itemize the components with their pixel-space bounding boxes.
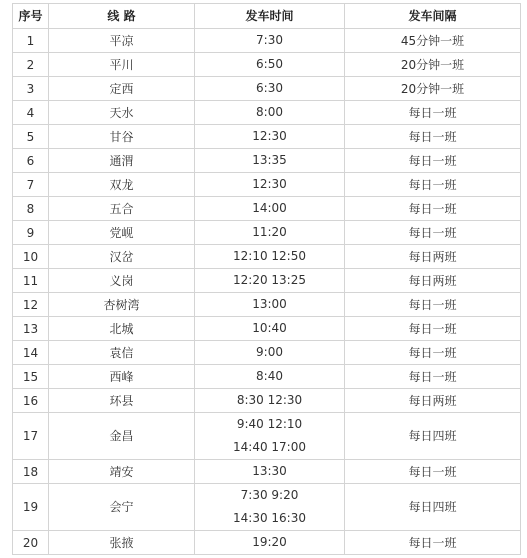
row-index: 4 [13, 101, 49, 125]
departure-time-line: 8:00 [256, 105, 283, 119]
row-interval: 每日一班 [345, 460, 521, 484]
row-interval: 20分钟一班 [345, 77, 521, 101]
table-row [13, 197, 521, 221]
table-row [13, 221, 521, 245]
row-interval: 每日一班 [345, 531, 521, 555]
row-interval: 每日两班 [345, 389, 521, 413]
row-index: 10 [13, 245, 49, 269]
row-departure-time [195, 341, 345, 365]
departure-time-line: 11:20 [252, 225, 287, 239]
row-index: 8 [13, 197, 49, 221]
row-index: 13 [13, 317, 49, 341]
row-index: 3 [13, 77, 49, 101]
row-interval: 每日四班 [345, 413, 521, 460]
row-route: 定西 [49, 77, 195, 101]
departure-time-line: 8:30 12:30 [236, 393, 303, 407]
row-route: 杏树湾 [49, 293, 195, 317]
departure-time-line: 12:20 13:25 [233, 273, 306, 287]
row-route: 汉岔 [49, 245, 195, 269]
table-row [13, 531, 521, 555]
departure-time-line: 6:30 [256, 81, 283, 95]
table-row [13, 101, 521, 125]
table-row [13, 413, 521, 460]
row-interval: 每日四班 [345, 484, 521, 531]
row-departure-time [195, 460, 345, 484]
departure-time-line: 13:00 [252, 297, 287, 311]
departure-time-line: 9:40 12:10 [236, 417, 303, 431]
row-interval: 每日两班 [345, 269, 521, 293]
row-index: 9 [13, 221, 49, 245]
row-interval: 20分钟一班 [345, 53, 521, 77]
row-index: 19 [13, 484, 49, 531]
row-route: 五合 [49, 197, 195, 221]
row-interval: 每日一班 [345, 293, 521, 317]
table-row [13, 29, 521, 53]
table-row [13, 269, 521, 293]
departure-time-line: 13:30 [252, 464, 287, 478]
table-row [13, 341, 521, 365]
row-index: 11 [13, 269, 49, 293]
row-departure-time [195, 269, 345, 293]
row-departure-time [195, 484, 345, 531]
row-index: 12 [13, 293, 49, 317]
row-interval: 每日两班 [345, 245, 521, 269]
table-row [13, 53, 521, 77]
table-row [13, 460, 521, 484]
row-route: 通渭 [49, 149, 195, 173]
row-departure-time [195, 197, 345, 221]
row-route: 环县 [49, 389, 195, 413]
row-index: 14 [13, 341, 49, 365]
bus-schedule-table [12, 3, 521, 555]
row-departure-time [195, 149, 345, 173]
departure-time-line: 14:40 17:00 [233, 440, 306, 454]
departure-time-line: 12:30 [252, 177, 287, 191]
table-row [13, 389, 521, 413]
row-departure-time [195, 221, 345, 245]
departure-time-line: 7:30 9:20 [240, 488, 299, 502]
row-index: 7 [13, 173, 49, 197]
row-departure-time [195, 77, 345, 101]
row-interval: 每日一班 [345, 365, 521, 389]
header-index: 序号 [13, 4, 49, 29]
row-departure-time [195, 293, 345, 317]
table-row [13, 365, 521, 389]
row-interval: 每日一班 [345, 221, 521, 245]
row-route: 张掖 [49, 531, 195, 555]
table-row [13, 317, 521, 341]
header-row [13, 4, 521, 29]
row-departure-time [195, 365, 345, 389]
row-route: 袁信 [49, 341, 195, 365]
row-departure-time [195, 413, 345, 460]
header-interval: 发车间隔 [345, 4, 521, 29]
row-interval: 每日一班 [345, 125, 521, 149]
row-route: 义岗 [49, 269, 195, 293]
row-index: 1 [13, 29, 49, 53]
departure-time-line: 10:40 [252, 321, 287, 335]
departure-time-line: 14:30 16:30 [233, 511, 306, 525]
row-route: 金昌 [49, 413, 195, 460]
table-row [13, 149, 521, 173]
row-departure-time [195, 53, 345, 77]
row-route: 靖安 [49, 460, 195, 484]
departure-time-line: 12:30 [252, 129, 287, 143]
departure-time-line: 13:35 [252, 153, 287, 167]
row-index: 2 [13, 53, 49, 77]
row-route: 平川 [49, 53, 195, 77]
table-row [13, 77, 521, 101]
departure-time-line: 8:40 [256, 369, 283, 383]
header-route: 线 路 [49, 4, 195, 29]
row-interval: 每日一班 [345, 173, 521, 197]
table-row [13, 293, 521, 317]
row-route: 北城 [49, 317, 195, 341]
departure-time-line: 7:30 [256, 33, 283, 47]
schedule-body [13, 29, 521, 555]
row-route: 平凉 [49, 29, 195, 53]
row-departure-time [195, 389, 345, 413]
row-route: 西峰 [49, 365, 195, 389]
row-index: 6 [13, 149, 49, 173]
table-row [13, 245, 521, 269]
row-index: 17 [13, 413, 49, 460]
row-route: 会宁 [49, 484, 195, 531]
row-departure-time [195, 101, 345, 125]
departure-time-line: 12:10 12:50 [233, 249, 306, 263]
table-row [13, 173, 521, 197]
row-index: 18 [13, 460, 49, 484]
row-interval: 每日一班 [345, 197, 521, 221]
table-row [13, 125, 521, 149]
row-departure-time [195, 317, 345, 341]
row-index: 5 [13, 125, 49, 149]
row-departure-time [195, 125, 345, 149]
row-departure-time [195, 531, 345, 555]
row-route: 天水 [49, 101, 195, 125]
row-interval: 每日一班 [345, 101, 521, 125]
departure-time-line: 6:50 [256, 57, 283, 71]
header-departure-time: 发车时间 [195, 4, 345, 29]
row-index: 20 [13, 531, 49, 555]
row-index: 15 [13, 365, 49, 389]
table-row [13, 484, 521, 531]
row-interval: 每日一班 [345, 317, 521, 341]
departure-time-line: 9:00 [256, 345, 283, 359]
row-route: 党岘 [49, 221, 195, 245]
row-departure-time [195, 29, 345, 53]
row-departure-time [195, 245, 345, 269]
row-route: 双龙 [49, 173, 195, 197]
row-route: 甘谷 [49, 125, 195, 149]
row-interval: 每日一班 [345, 149, 521, 173]
row-index: 16 [13, 389, 49, 413]
departure-time-line: 14:00 [252, 201, 287, 215]
row-departure-time [195, 173, 345, 197]
row-interval: 45分钟一班 [345, 29, 521, 53]
departure-time-line: 19:20 [252, 535, 287, 549]
row-interval: 每日一班 [345, 341, 521, 365]
